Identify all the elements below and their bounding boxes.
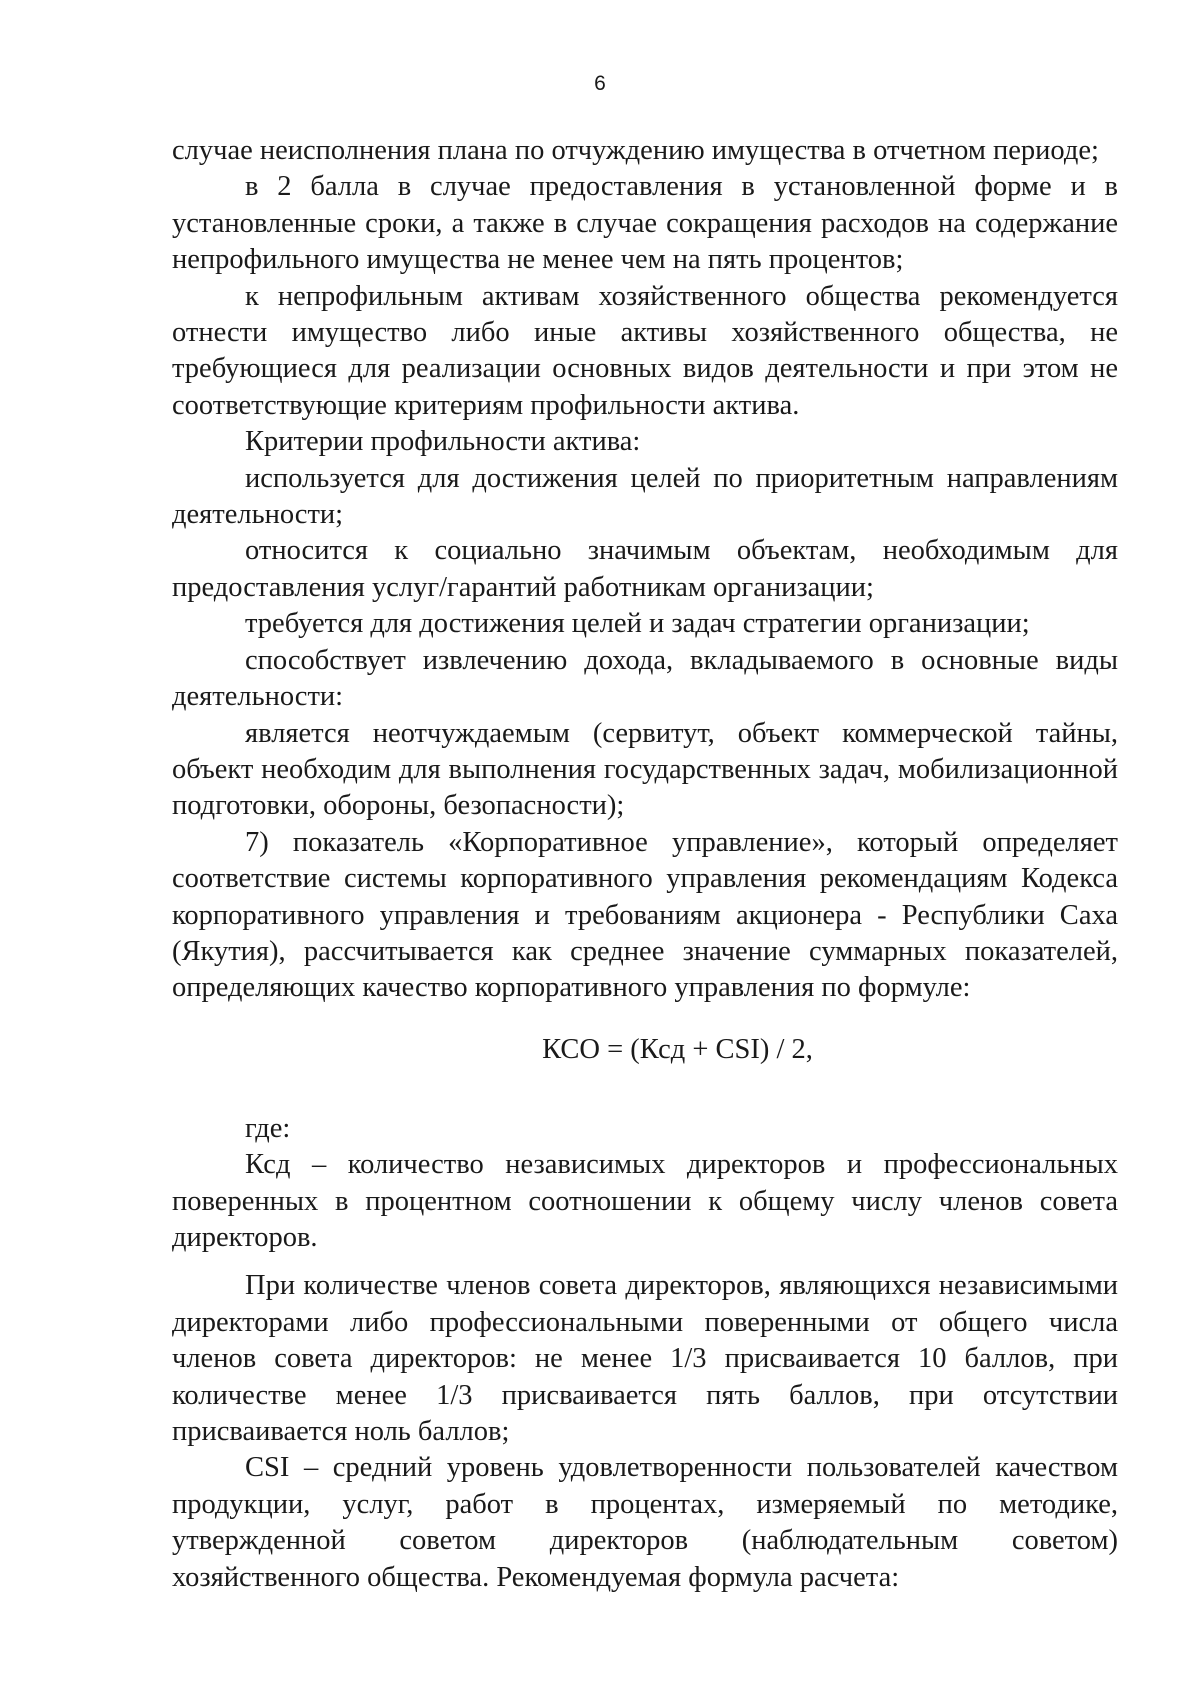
formula-kso: КСО = (Ксд + CSI) / 2, [542, 1033, 813, 1065]
paragraph-ksd-scoring: При количестве членов совета директоров, являющихся независимыми директорами либо профессиональными поверенными от общего числа членов совета директоров: не менее 1/3 присваивается 10 баллов, при количестве менее 1/3 присваивается пять баллов, при отсутствии присваивается ноль баллов; [172, 1270, 1118, 1447]
paragraph-criterion-strategy: требуется для достижения целей и задач стратегии организации; [245, 608, 1030, 640]
paragraph-where: где: [245, 1112, 291, 1144]
paragraph-continuation: случае неисполнения плана по отчуждению имущества в отчетном периоде; [172, 135, 1099, 166]
paragraph-noncore-assets: к непрофильным активам хозяйственного общества рекомендуется отнести имущество либо иные активы хозяйственного общества, не требующиеся для реализации основных видов деятельности и при этом не соответствующие критериям профильности актива. [172, 280, 1118, 421]
page-number: 6 [594, 72, 606, 95]
paragraph-criterion-inalienable: является неотчуждаемым (сервитут, объект коммерческой тайны, объект необходим для выполнения государственных задач, мобилизационной подготовки, обороны, безопасности); [172, 717, 1118, 822]
paragraph-criteria-heading: Критерии профильности актива: [245, 426, 641, 458]
paragraph-criterion-income: способствует извлечению дохода, вкладываемого в основные виды деятельности: [172, 644, 1118, 713]
paragraph-csi-definition: CSI – средний уровень удовлетворенности пользователей качеством продукции, услуг, работ в процентах, измеряемый по методике, утвержденной советом директоров (наблюдательным советом) хозяйственного общества. Рекомендуемая формула расчета: [172, 1452, 1118, 1593]
paragraph-two-points: в 2 балла в случае предоставления в установленной форме и в установленные сроки, а также в случае сокращения расходов на содержание непрофильного имущества не менее чем на пять процентов; [172, 171, 1118, 276]
paragraph-criterion-social: относится к социально значимым объектам, необходимым для предоставления услуг/гарантий работникам организации; [172, 535, 1118, 603]
paragraph-gap [172, 1256, 1118, 1268]
document-body [172, 133, 1118, 1596]
paragraph-ksd-definition: Ксд – количество независимых директоров и профессиональных поверенных в процентном соотношении к общему числу членов совета директоров. [172, 1149, 1118, 1253]
paragraph-criterion-goals: используется для достижения целей по приоритетным направлениям деятельности; [172, 462, 1118, 531]
paragraph-corporate-governance: 7) показатель «Корпоративное управление», который определяет соответствие системы корпоративного управления рекомендациям Кодекса корпоративного управления и требованиям акционера - Республики Саха (Якутия), рассчитывается как среднее значение суммарных показателей, определяющих качество корпоративного управления по формуле: [172, 826, 1118, 1004]
